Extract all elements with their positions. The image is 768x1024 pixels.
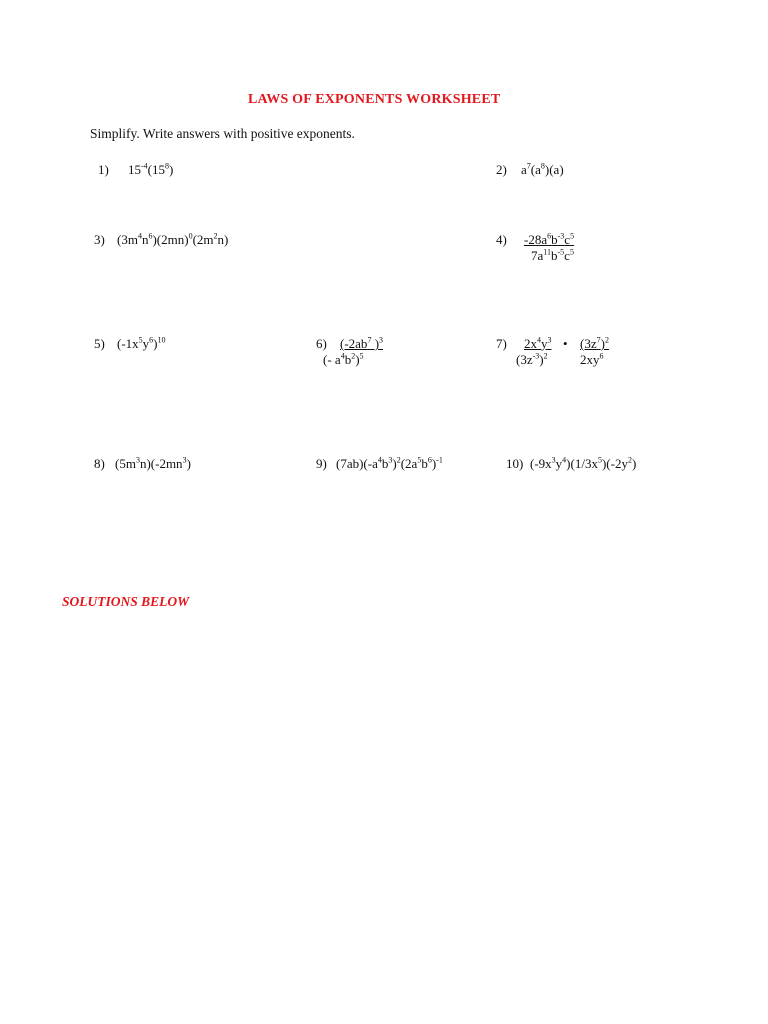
problem-7-number: 7) [496,336,507,351]
exponent: 6 [547,231,552,241]
problem-7-right-denominator [580,352,604,368]
term: (5m [115,456,136,471]
term: ) [371,336,380,351]
term: (2m [192,232,214,247]
exponent: 4 [562,455,567,465]
term: 15 [128,162,141,177]
exponent: 3 [379,335,384,345]
term: b [550,248,558,263]
exponent: 6 [149,335,154,345]
problem-number: 2) [496,162,507,177]
problem-number: 3) [94,232,105,247]
exponent: 5 [138,335,143,345]
term: (3m [117,232,138,247]
problem-7-left-numerator [524,336,552,352]
term: )(-2y [601,456,628,471]
exponent: -5 [557,247,565,257]
term: ) [355,352,360,367]
problem-number: 1) [98,162,109,177]
term: ) [153,336,158,351]
term: 2xy [580,352,600,367]
problem-8 [94,456,191,472]
problem-1 [98,162,173,178]
term: ) [539,352,544,367]
exponent: 10 [157,335,166,345]
exponent: 2 [543,351,548,361]
exponent: 3 [547,335,552,345]
exponent: 4 [137,231,142,241]
exponent: 6 [427,455,432,465]
exponent: 5 [597,455,602,465]
problem-2 [496,162,564,178]
exponent: 5 [417,455,422,465]
exponent: -4 [141,161,148,171]
term: )(1/3x [566,456,598,471]
exponent: 0 [188,231,193,241]
exponent: -3 [557,231,565,241]
problem-4-numerator [524,232,574,248]
term: n [141,232,149,247]
exponent: 11 [543,247,551,257]
problem-number: 10) [506,456,524,471]
exponent: -3 [532,351,540,361]
term: (3z [580,336,597,351]
exponent: 3 [182,455,187,465]
term: b [551,232,558,247]
exponent: 5 [569,247,574,257]
problem-6-numerator [340,336,383,352]
problem-number: 8) [94,456,105,471]
problem-6-number: 6) [316,336,327,351]
multiply-dot-icon: • [563,336,568,351]
exponent: 2 [351,351,356,361]
exponent: 4 [537,335,541,345]
exponent: 5 [359,351,364,361]
term: )(a) [544,162,564,177]
term: (-1x [117,336,139,351]
term: 2x [524,336,537,351]
exponent: 4 [340,351,345,361]
problem-6-denominator [323,352,364,368]
term: c [564,248,570,263]
instructions: Simplify. Write answers with positive exponents. [90,126,355,141]
term: (15 [147,162,166,177]
exponent: 8 [165,161,170,171]
exponent: 8 [540,161,545,171]
term: b [344,352,352,367]
term: c [564,232,571,247]
term: ) [631,456,637,471]
term: y [142,336,150,351]
term: n) [217,232,229,247]
term: ) [431,456,437,471]
exponent: 3 [388,455,393,465]
term: (7ab)(-a [336,456,378,471]
term: (3z [516,352,533,367]
term: (- a [323,352,341,367]
term: ) [392,456,397,471]
term: (a [530,162,541,177]
exponent: 2 [627,455,632,465]
exponent: 4 [377,455,382,465]
problem-number: 9) [316,456,327,471]
exponent: -1 [436,455,443,465]
term: b [381,456,389,471]
term: y [541,336,548,351]
term: b [421,456,428,471]
problem-5 [94,336,166,352]
term: )(2mn) [152,232,189,247]
term: n)(-2mn [139,456,183,471]
exponent: 7 [526,161,531,171]
exponent: 2 [213,231,218,241]
problem-4-number: 4) [496,232,507,247]
worksheet-title: LAWS OF EXPONENTS WORKSHEET [248,92,501,107]
problem-3 [94,232,228,248]
term: -28a [524,232,548,247]
problem-10 [506,456,636,472]
problem-9 [316,456,443,472]
term: (-9x [530,456,552,471]
exponent: 5 [570,231,575,241]
exponent: 2 [396,455,401,465]
term: (-2ab [340,336,368,351]
term: ) [600,336,605,351]
exponent: 2 [604,335,609,345]
exponent: 7 [367,335,372,345]
problem-7-left-denominator [516,352,548,368]
term: 7a [531,248,544,263]
exponent: 7 [596,335,601,345]
problem-7-right-numerator [580,336,609,352]
term: ) [169,162,174,177]
exponent: 3 [135,455,140,465]
term: a [521,162,527,177]
problem-4-denominator [531,248,574,264]
exponent: 3 [551,455,556,465]
problem-number: 5) [94,336,105,351]
term: y [555,456,563,471]
exponent: 6 [599,351,604,361]
solutions-label: SOLUTIONS BELOW [62,594,190,609]
exponent: 6 [148,231,153,241]
term: ) [186,456,191,471]
term: (2a [400,456,418,471]
